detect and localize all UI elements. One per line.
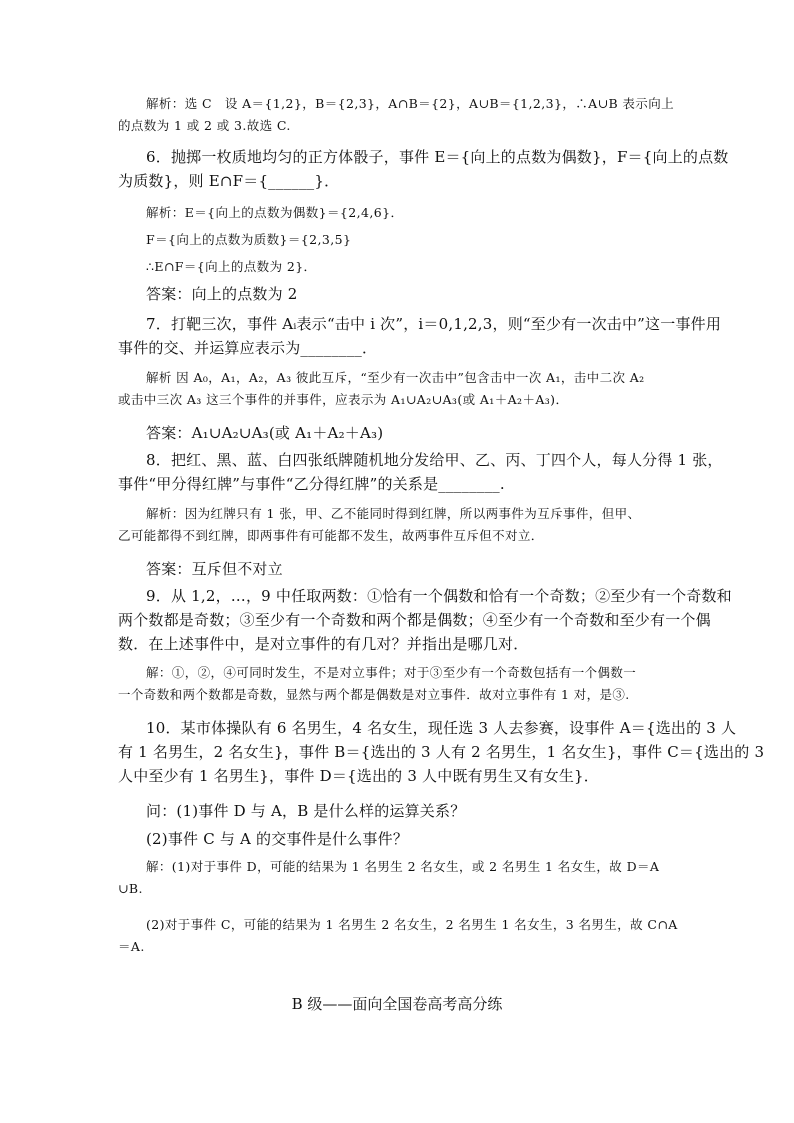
text-line: F＝{向上的点数为质数}＝{2,3,5} [146, 232, 352, 247]
text-line: 7．打靶三次，事件 Aᵢ表示“击中 i 次”，i＝0,1,2,3，则“至少有一次击中”这一事件用 [146, 315, 722, 333]
text-line: 事件的交、并运算应表示为________． [118, 339, 378, 357]
question-7 [118, 312, 722, 360]
solution-10-part-1 [118, 856, 676, 900]
text-line: 解析：因为红牌只有 1 张，甲、乙不能同时得到红牌，所以两事件为互斥事件，但甲、 [146, 506, 641, 521]
text-line: ∴E∩F＝{向上的点数为 2}． [146, 259, 317, 274]
text-line: 人中至少有 1 名男生}，事件 D＝{选出的 3 人中既有男生又有女生}． [118, 767, 599, 785]
text-line: 事件“甲分得红牌”与事件“乙分得红牌”的关系是________. [118, 475, 505, 493]
text-line: 8．把红、黑、蓝、白四张纸牌随机地分发给甲、乙、丙、丁四个人，每人分得 1 张， [146, 451, 723, 469]
solution-9 [118, 662, 676, 706]
solution-10-part-2 [118, 914, 676, 958]
text-line: 解析：E＝{向上的点数为偶数}＝{2,4,6}． [146, 205, 404, 220]
question-10 [118, 716, 765, 788]
solution-6-line-3 [118, 256, 676, 278]
text-line: 数．在上述事件中，是对立事件的有几对？并指出是哪几对． [118, 635, 529, 653]
text-line: 问：(1)事件 D 与 A，B 是什么样的运算关系？ [146, 802, 466, 820]
solution-7 [118, 367, 676, 411]
text-line: ＝A. [118, 939, 145, 954]
question-10-part-2 [118, 827, 676, 851]
text-line: 解析：选 C 设 A＝{1,2}，B＝{2,3}，A∩B＝{2}，A∪B＝{1,2,3}，∴A∪B 表示向上 [146, 96, 674, 111]
text-line: 一个奇数和两个数都是奇数，显然与两个都是偶数是对立事件．故对立事件有 1 对，是③. [118, 687, 630, 702]
text-line: 10．某市体操队有 6 名男生，4 名女生，现任选 3 人去参赛，设事件 A＝{选出的 3 人 [146, 719, 737, 737]
text-line: 有 1 名男生，2 名女生}，事件 B＝{选出的 3 人有 2 名男生，1 名女生}，事件 C＝{选出的 3 [118, 743, 765, 761]
text-line: 的点数为 1 或 2 或 3.故选 C. [118, 118, 291, 133]
text-line: (2)事件 C 与 A 的交事件是什么事件？ [146, 830, 409, 848]
text-line: 为质数}，则 E∩F＝{______}． [118, 172, 340, 190]
question-6 [118, 145, 729, 193]
text-line: 6．抛掷一枚质地均匀的正方体骰子，事件 E＝{向上的点数为偶数}，F＝{向上的点数 [146, 148, 729, 166]
text-line: (2)对于事件 C，可能的结果为 1 名男生 2 名女生，2 名男生 1 名女生，3 名男生，故 C∩A [146, 917, 678, 932]
text-line: 解析 因 A₀，A₁，A₂，A₃ 彼此互斥，“至少有一次击中”包含击中一次 A₁，击中二次 A₂ [146, 370, 645, 385]
solution-6-line-2 [118, 229, 676, 251]
solution-8 [118, 503, 676, 547]
text-line: 答案：向上的点数为 2 [146, 285, 298, 303]
answer-6 [118, 282, 676, 306]
text-line: ∪B. [118, 881, 143, 896]
text-line: 乙可能都得不到红牌，即两事件有可能都不发生，故两事件互斥但不对立． [118, 528, 544, 543]
question-8 [118, 448, 723, 496]
answer-8 [118, 557, 676, 581]
section-heading: B 级——面向全国卷高考高分练 [291, 995, 503, 1013]
text-line: 9．从 1,2，…，9 中任取两数：①恰有一个偶数和恰有一个奇数；②至少有一个奇数和 [146, 587, 732, 605]
text-line: 答案：互斥但不对立 [146, 560, 283, 578]
text-line: 答案：A₁∪A₂∪A₃(或 A₁＋A₂＋A₃) [146, 424, 384, 442]
text-line: 两个数都是奇数；③至少有一个奇数和两个都是偶数；④至少有一个奇数和至少有一个偶 [118, 611, 711, 629]
solution-5 [118, 93, 676, 137]
solution-6-line-1 [118, 202, 676, 224]
answer-7 [118, 421, 676, 445]
text-line: 解：①，②，④可同时发生，不是对立事件；对于③至少有一个奇数包括有一个偶数一 [146, 665, 637, 680]
question-9 [118, 584, 732, 656]
text-line: 或击中三次 A₃ 这三个事件的并事件，应表示为 A₁∪A₂∪A₃(或 A₁＋A₂＋A₃)． [118, 392, 569, 407]
question-10-part-1 [118, 799, 676, 823]
text-line: 解：(1)对于事件 D，可能的结果为 1 名男生 2 名女生，或 2 名男生 1 名女生，故 D＝A [146, 859, 660, 874]
